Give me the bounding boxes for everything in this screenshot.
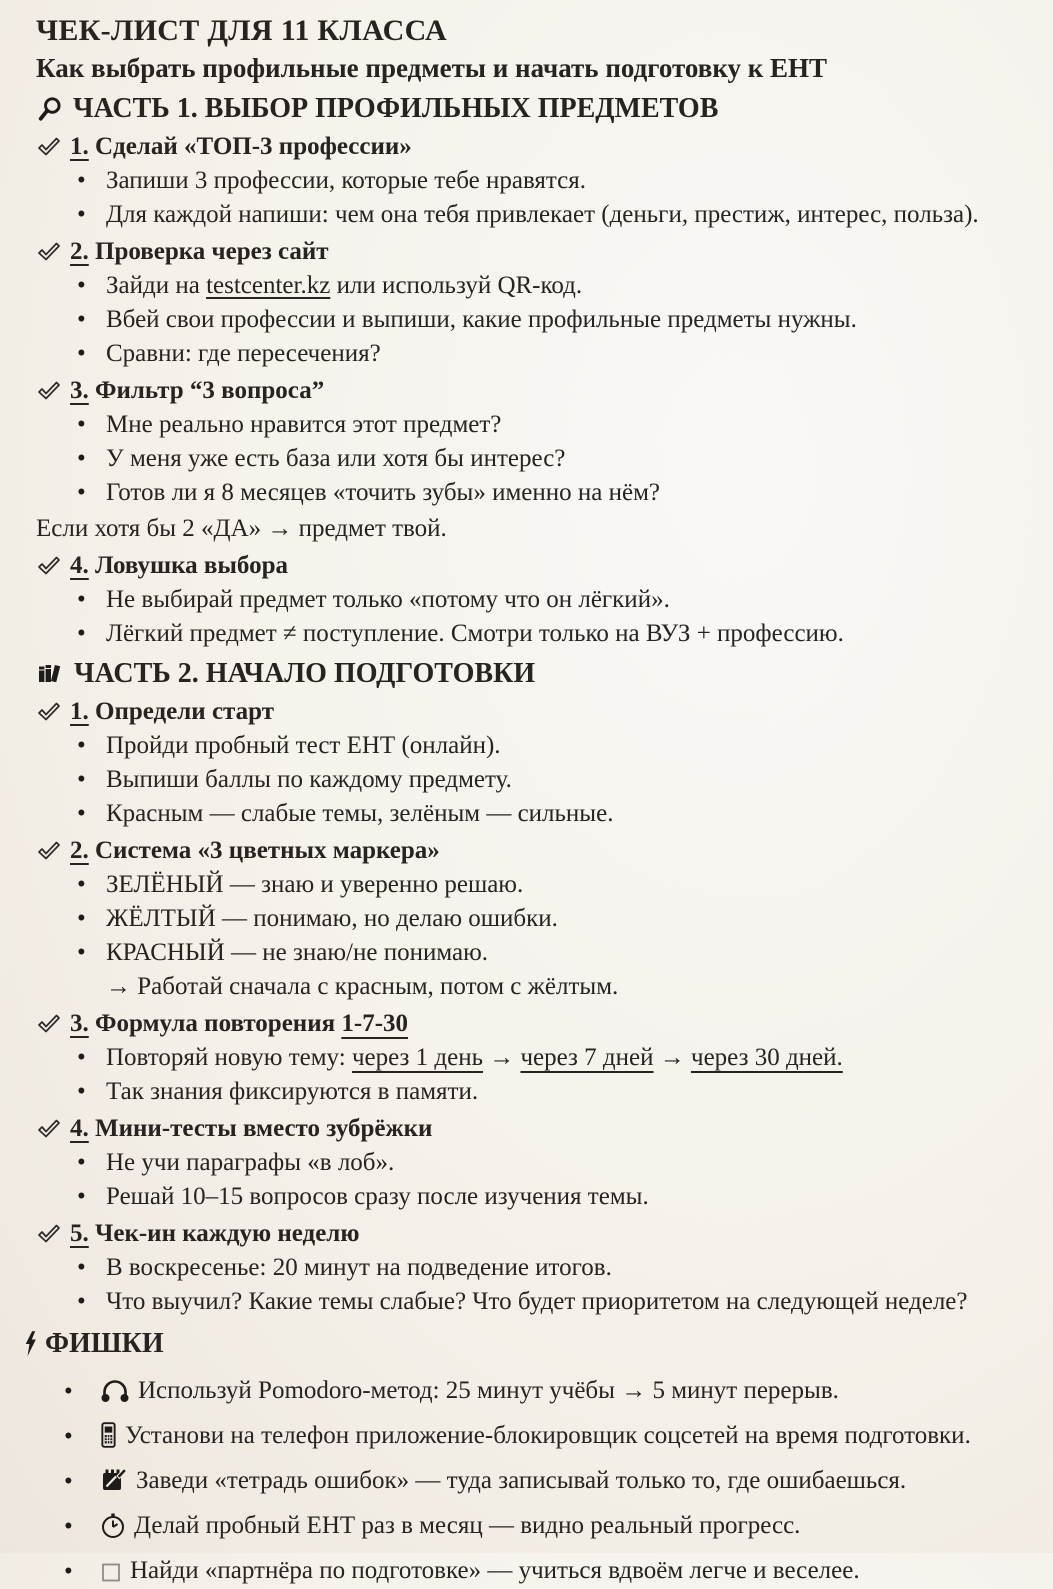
testcenter-link[interactable]: testcenter.kz bbox=[206, 272, 331, 299]
tip-text: Установи на телефон приложение-блокировщик соцсетей на время подготовки. bbox=[125, 1422, 971, 1449]
item-number: 4. bbox=[70, 1115, 89, 1142]
list-item bbox=[36, 763, 1045, 797]
item-title-underlined: 1-7-30 bbox=[341, 1010, 409, 1037]
checkmark-icon bbox=[36, 555, 61, 579]
item-number: 4. bbox=[70, 552, 89, 579]
bullet-text: ЖЁЛТЫЙ — понимаю, но делаю ошибки. bbox=[106, 905, 558, 932]
bullet-text: Не выбирай предмет только «потому что он лёгкий». bbox=[106, 586, 670, 613]
section-heading-label: ЧАСТЬ 1. ВЫБОР ПРОФИЛЬНЫХ ПРЕДМЕТОВ bbox=[73, 93, 719, 124]
bullet-text: Выпиши баллы по каждому предмету. bbox=[106, 766, 512, 793]
bullet-text: Сравни: где пересечения? bbox=[106, 340, 381, 367]
item-title: Мини-тесты вместо зубрёжки bbox=[95, 1115, 433, 1142]
item-number: 3. bbox=[70, 377, 89, 404]
bullet-text: Готов ли я 8 месяцев «точить зубы» именно на нём? bbox=[106, 479, 661, 506]
bullet-text: КРАСНЫЙ — не знаю/не понимаю. bbox=[106, 939, 489, 966]
underlined-phrase: через 1 день bbox=[351, 1044, 483, 1071]
list-item bbox=[36, 1374, 1045, 1408]
tip-text: Заведи «тетрадь ошибок» — туда записывай только то, где ошибаешься. bbox=[136, 1467, 907, 1494]
memo-pencil-icon bbox=[100, 1466, 128, 1494]
list-item bbox=[36, 617, 1045, 651]
item-heading-define-start bbox=[36, 695, 1045, 729]
headphones-icon bbox=[100, 1378, 130, 1404]
bullet-list bbox=[36, 1041, 1045, 1109]
list-item bbox=[36, 1464, 1045, 1498]
bullet-text: Не учи параграфы «в лоб». bbox=[106, 1149, 395, 1176]
rule-note: Если хотя бы 2 «ДА» → предмет твой. bbox=[36, 515, 447, 542]
empty-square-icon bbox=[100, 1561, 122, 1584]
item-number: 3. bbox=[70, 1010, 89, 1037]
item-heading-color-markers bbox=[36, 834, 1045, 868]
item-title: Фильтр “3 вопроса” bbox=[95, 377, 325, 404]
bullet-text: ЗЕЛЁНЫЙ — знаю и уверенно решаю. bbox=[106, 871, 524, 898]
lightning-icon bbox=[22, 1330, 39, 1358]
underlined-phrase: через 30 дней. bbox=[691, 1044, 843, 1071]
item-title: Система «3 цветных маркера» bbox=[95, 837, 440, 864]
list-item bbox=[36, 1180, 1045, 1214]
checkmark-icon bbox=[36, 840, 61, 864]
bullet-text: Что выучил? Какие темы слабые? Что будет приоритетом на следующей неделе? bbox=[106, 1288, 968, 1315]
item-title: Определи старт bbox=[95, 698, 274, 725]
bullet-text: Решай 10–15 вопросов сразу после изучения темы. bbox=[106, 1183, 649, 1210]
bullet-text: Красным — слабые темы, зелёным — сильные. bbox=[106, 800, 614, 827]
list-item bbox=[36, 729, 1045, 763]
checkmark-icon bbox=[36, 241, 61, 265]
arrow-note: → Работай сначала с красным, потом с жёлтым. bbox=[106, 973, 619, 1000]
item-number: 2. bbox=[70, 238, 89, 265]
item-number: 5. bbox=[70, 1220, 89, 1247]
item-heading-choice-trap bbox=[36, 549, 1045, 583]
bullet-text: Зайди на bbox=[106, 272, 207, 299]
list-item bbox=[36, 1509, 1045, 1543]
bullet-text: Лёгкий предмет ≠ поступление. Смотри только на ВУЗ + профессию. bbox=[106, 620, 844, 647]
tip-text: Используй Pomodoro-метод: 25 минут учёбы → 5 минут перерыв. bbox=[138, 1377, 839, 1404]
item-heading-weekly-checkin bbox=[36, 1217, 1045, 1251]
item-heading-repetition-formula bbox=[36, 1007, 1045, 1041]
list-item bbox=[36, 1554, 1045, 1588]
bullet-text: Вбей свои профессии и выпиши, какие профильные предметы нужны. bbox=[106, 306, 857, 333]
list-item bbox=[36, 337, 1045, 371]
checkmark-icon bbox=[36, 701, 61, 725]
list-item bbox=[36, 442, 1045, 476]
list-item bbox=[36, 797, 1045, 831]
checkmark-icon bbox=[36, 1223, 61, 1247]
list-item bbox=[36, 936, 1045, 970]
bullet-text: В воскресенье: 20 минут на подведение итогов. bbox=[106, 1254, 612, 1281]
page-subtitle: Как выбрать профильные предметы и начать подготовку к ЕНТ bbox=[36, 53, 828, 83]
item-title: Ловушка выбора bbox=[95, 552, 289, 579]
list-item bbox=[36, 408, 1045, 442]
list-item bbox=[36, 198, 1045, 232]
arrow-text: → bbox=[482, 1044, 521, 1071]
item-title: Чек-ин каждую неделю bbox=[95, 1220, 360, 1247]
list-item bbox=[36, 583, 1045, 617]
list-item bbox=[36, 1419, 1045, 1453]
bullet-list bbox=[36, 408, 1045, 510]
item-number: 2. bbox=[70, 837, 89, 864]
checkmark-icon bbox=[36, 380, 61, 404]
bullet-list bbox=[36, 164, 1045, 232]
bullet-list bbox=[36, 269, 1045, 371]
section-tips-heading bbox=[22, 1325, 1045, 1363]
bullet-list bbox=[36, 1146, 1045, 1214]
books-icon bbox=[36, 661, 64, 687]
page-title: ЧЕК-ЛИСТ ДЛЯ 11 КЛАССА bbox=[36, 14, 448, 47]
bullet-list bbox=[36, 583, 1045, 651]
item-heading-site-check bbox=[36, 235, 1045, 269]
list-item bbox=[36, 269, 1045, 303]
tips-list bbox=[36, 1374, 1045, 1588]
bullet-text: Для каждой напиши: чем она тебя привлекает (деньги, престиж, интерес, польза). bbox=[106, 201, 979, 228]
section-part2-heading bbox=[36, 656, 1045, 692]
checkmark-icon bbox=[36, 136, 61, 160]
list-item bbox=[36, 476, 1045, 510]
magnifier-icon bbox=[36, 96, 63, 123]
list-item bbox=[36, 1075, 1045, 1109]
list-item bbox=[36, 868, 1045, 902]
bullet-list bbox=[36, 1251, 1045, 1319]
bullet-list bbox=[36, 729, 1045, 831]
item-title: Проверка через сайт bbox=[95, 238, 329, 265]
tip-text: Делай пробный ЕНТ раз в месяц — видно реальный прогресс. bbox=[134, 1512, 801, 1539]
arrow-text: → bbox=[653, 1044, 692, 1071]
item-heading-filter-3-questions bbox=[36, 374, 1045, 408]
list-item bbox=[36, 1251, 1045, 1285]
item-title: Формула повторения bbox=[95, 1010, 342, 1037]
list-item bbox=[36, 164, 1045, 198]
list-item bbox=[36, 1041, 1045, 1075]
item-heading-mini-tests bbox=[36, 1112, 1045, 1146]
bullet-text: У меня уже есть база или хотя бы интерес? bbox=[106, 445, 566, 472]
list-item bbox=[36, 1146, 1045, 1180]
bullet-text: Пройди пробный тест ЕНТ (онлайн). bbox=[106, 732, 501, 759]
bullet-list bbox=[36, 868, 1045, 970]
bullet-text: Запиши 3 профессии, которые тебе нравятся. bbox=[106, 167, 586, 194]
item-number: 1. bbox=[70, 133, 89, 160]
bullet-text: Повторяй новую тему: bbox=[106, 1044, 352, 1071]
list-item bbox=[36, 303, 1045, 337]
checkmark-icon bbox=[36, 1118, 61, 1142]
section-heading-label: ЧАСТЬ 2. НАЧАЛО ПОДГОТОВКИ bbox=[74, 658, 536, 689]
mobile-phone-icon bbox=[100, 1421, 117, 1449]
checkmark-icon bbox=[36, 1013, 61, 1037]
item-number: 1. bbox=[70, 698, 89, 725]
section-heading-label: ФИШКИ bbox=[45, 1328, 164, 1359]
bullet-text: или используй QR-код. bbox=[330, 272, 583, 299]
item-heading-top3-professions bbox=[36, 130, 1045, 164]
clock-icon bbox=[100, 1512, 126, 1539]
section-part1-heading bbox=[36, 91, 1045, 127]
item-title: Сделай «ТОП-3 профессии» bbox=[95, 133, 412, 160]
bullet-text: Мне реально нравится этот предмет? bbox=[106, 411, 502, 438]
tip-text: Найди «партнёра по подготовке» — учиться вдвоём легче и веселее. bbox=[130, 1557, 860, 1584]
bullet-text: Так знания фиксируются в памяти. bbox=[106, 1078, 479, 1105]
underlined-phrase: через 7 дней bbox=[520, 1044, 654, 1071]
list-item bbox=[36, 1285, 1045, 1319]
list-item bbox=[36, 902, 1045, 936]
